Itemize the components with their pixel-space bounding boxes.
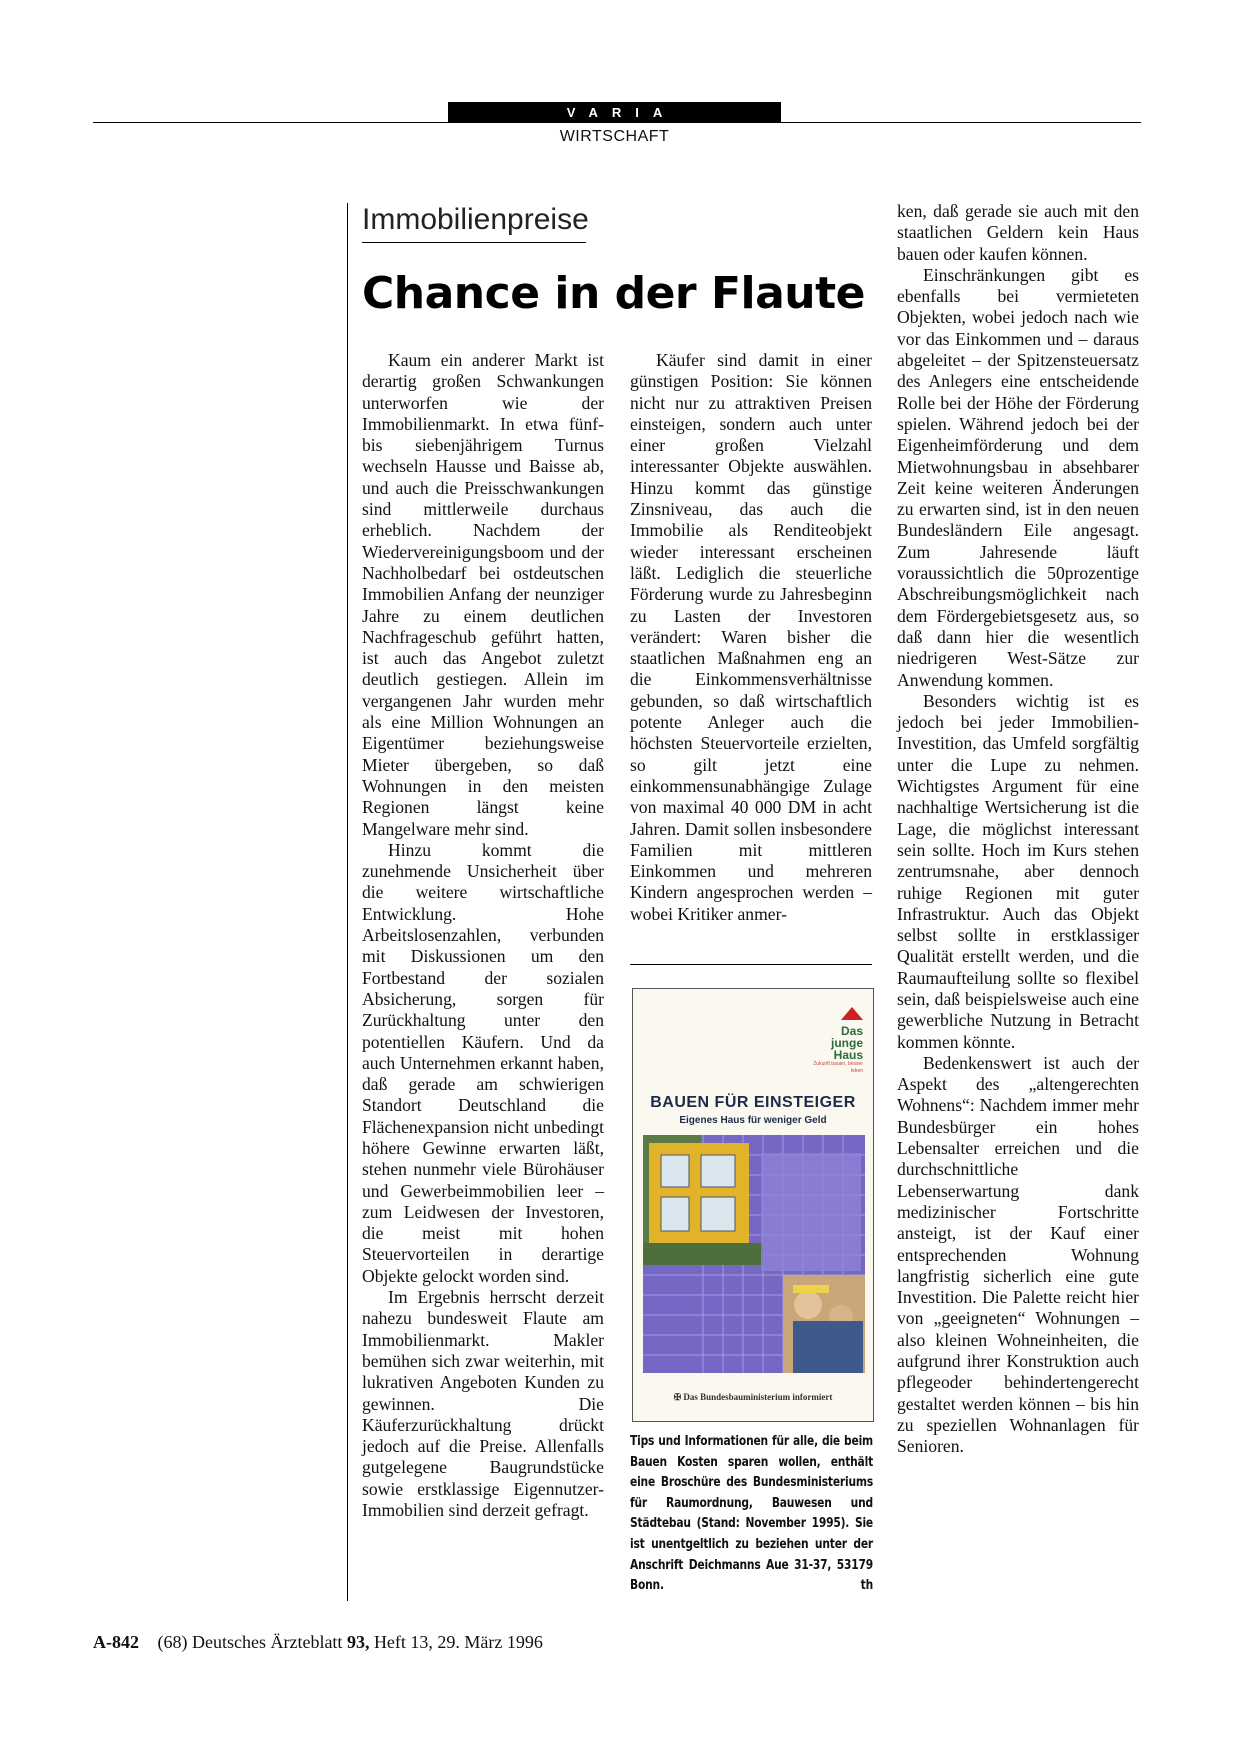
paragraph: Hinzu kommt die zunehmende Unsicherheit über die weitere wirtschaftliche Entwicklung. Hohe Arbeitslosenzahlen, verbunden mit Diskussionen um den Fortbestand der sozialen Absicherung, sorgen für Zurückhaltung unter den potentiellen Käufern. Und da auch Unternehmen erkannt haben, daß gerade am schwierigen Standort Deutschland die Flächenexpansion nicht unbedingt höhere Gewinne erwarten läßt, stehen nunmehr viele Bürohäuser und Gewerbeimmobilien leer – zum Leidwesen der Investoren, die meist mit hohen Steuervorteilen in derartige Objekte gelockt worden sind. bbox=[362, 839, 604, 1286]
paragraph: Besonders wichtig ist es jedoch bei jeder Immobilien-Investition, das Umfeld sorgfältig unter die Lupe zu nehmen. Wichtigstes Argument für eine nachhaltige Wertsicherung ist die Lage, die möglichst interessant sein sollte. Hoch im Kurs stehen zentrumsnahe, aber dennoch ruhige Regionen mit guter Infrastruktur. Auch das Objekt selbst sollte in erstklassiger Qualität erstellt werden, und die Raumaufteilung sollte so flexibel sein, daß beispielsweise auch eine gewerbliche Nutzung in Betracht kommen könnte. bbox=[897, 690, 1139, 1052]
page-number: A-842 bbox=[93, 1632, 139, 1652]
cover-footer: ✠ Das Bundesbauministerium informiert bbox=[673, 1392, 833, 1402]
subsection-label: WIRTSCHAFT bbox=[559, 128, 670, 145]
figure-caption bbox=[630, 1432, 873, 1597]
page-footer bbox=[93, 1632, 543, 1653]
logo-tagline: Zukunft bauen, besser leben bbox=[813, 1061, 863, 1074]
logo-line1: Das bbox=[840, 1024, 863, 1038]
text-column-3 bbox=[897, 201, 1139, 1458]
paragraph: Einschränkungen gibt es ebenfalls bei vermieteten Objekten, wobei jedoch nach wie vor das Einkommen und – daraus abgeleitet – der Spitzensteuersatz des Anlegers eine entscheidende Rolle bei der Höhe der Förderung spielen. Während jedoch bei der Eigenheimförderung und dem Mietwohnungsbau in absehbarer Zeit keine weiteren Änderungen zu erwarten sind, ist in den neuen Bundesländern Eile angesagt. Zum Jahresende läuft voraussichtlich die 50prozentige Abschreibungsmöglichkeit nach dem Fördergebietsgesetz aus, so daß dann hier die wesentlich niedrigeren West-Sätze zur Anwendung kommen. bbox=[897, 264, 1139, 690]
cover-photo-collage bbox=[643, 1135, 865, 1373]
text-column-1 bbox=[362, 350, 604, 1521]
column-rule bbox=[347, 203, 348, 1601]
das-junge-haus-logo bbox=[801, 1007, 863, 1075]
issue-date: Heft 13, 29. März 1996 bbox=[373, 1632, 543, 1652]
paragraph: Käufer sind damit in einer günstigen Position: Sie können nicht nur zu attraktiven Preisen einsteigen, sondern auch unter einer großen Vielzahl interessanter Objekte auswählen. Hinzu kommt das günstige Zinsniveau, das auch die Immobilie als Renditeobjekt wieder interessant erscheinen läßt. Lediglich die steuerliche Förderung wurde zu Jahresbeginn zu Lasten der Investoren verändert: Waren bisher die staatlichen Maßnahmen eng an die Einkommensverhältnisse gebunden, so daß wirtschaftlich potente Anleger auch die höchsten Steuervorteile erzielten, so gilt jetzt eine einkommensunabhängige Zulage von maximal 40 000 DM in acht Jahren. Damit sollen insbesondere Familien mit mittleren Einkommen und mehreren Kindern angesprochen werden – wobei Kritiker anmer- bbox=[630, 350, 872, 924]
caption-text: Tips und Informationen für alle, die beim Bauen Kosten sparen wollen, enthält eine Broschüre des Bundesministeriums für Raumordnung, Bauwesen und Städtebau (Stand: November 1995). Sie ist unentgeltlich zu beziehen unter der Anschrift Deichmanns Aue 31-37, 53179 Bonn. bbox=[630, 1434, 873, 1594]
text-column-2 bbox=[630, 350, 872, 925]
figure-rule bbox=[630, 964, 872, 965]
section-banner: VARIA bbox=[448, 102, 781, 123]
caption-signature: th bbox=[860, 1578, 873, 1594]
paragraph: Bedenkenswert ist auch der Aspekt des „altengerechten Wohnens“: Nachdem immer mehr Bundesbürger ein hohes Lebensalter erreichen und die durchschnittliche Lebenserwartung dank medizinischer Fortschritte ansteigt, ist der Kauf einer entsprechenden Wohnung langfristig sicherlich eine gute Investition. Die Palette reicht hier von „geeigneten“ Wohnungen – also kleinen Wohneinheiten, die aufgrund ihrer Konstruktion auch pflegeoder behindertengerecht gestaltet werden können – bis hin zu speziellen Wohnanlagen für Senioren. bbox=[897, 1052, 1139, 1457]
volume-number: 93, bbox=[346, 1632, 370, 1652]
house-roof-icon bbox=[841, 1007, 863, 1020]
article-headline: Chance in der Flaute bbox=[362, 268, 865, 319]
cover-title: BAUEN FÜR EINSTEIGER bbox=[650, 1094, 856, 1111]
journal-citation: (68) Deutsches Ärzteblatt bbox=[157, 1632, 343, 1652]
logo-line2: junge Haus bbox=[831, 1036, 863, 1062]
paragraph: Im Ergebnis herrscht derzeit nahezu bundesweit Flaute am Immobilienmarkt. Makler bemühen sich zwar weiterhin, mit lukrativen Angeboten Kunden zu gewinnen. Die Käuferzurückhaltung drückt jedoch auf die Preise. Allenfalls gutgelegene Baugrundstücke sowie erstklassige Eigennutzer-Immobilien sind derzeit gefragt. bbox=[362, 1287, 604, 1521]
brochure-cover-image bbox=[632, 988, 874, 1422]
article-kicker: Immobilienpreise bbox=[362, 203, 586, 243]
cover-subtitle: Eigenes Haus für weniger Geld bbox=[679, 1115, 827, 1126]
paragraph: ken, daß gerade sie auch mit den staatlichen Geldern kein Haus bauen oder kaufen können. bbox=[897, 201, 1139, 264]
paragraph: Kaum ein anderer Markt ist derartig großen Schwankungen unterworfen wie der Immobilienmarkt. In etwa fünf- bis siebenjährigem Turnus wechseln Hausse und Baisse ab, und auch die Preisschwankungen sind mittlerweile durchaus erheblich. Nachdem der Wiedervereinigungsboom und der Nachholbedarf bei ostdeutschen Immobilien Anfang der neunziger Jahre zu einem deutlichen Nachfrageschub geführt hatten, ist auch das Angebot zuletzt deutlich gestiegen. Allein im vergangenen Jahr wurden mehr als eine Million Wohnungen an Eigentümer beziehungsweise Mieter übergeben, so daß Wohnungen in den meisten Regionen längst keine Mangelware mehr sind. bbox=[362, 350, 604, 839]
